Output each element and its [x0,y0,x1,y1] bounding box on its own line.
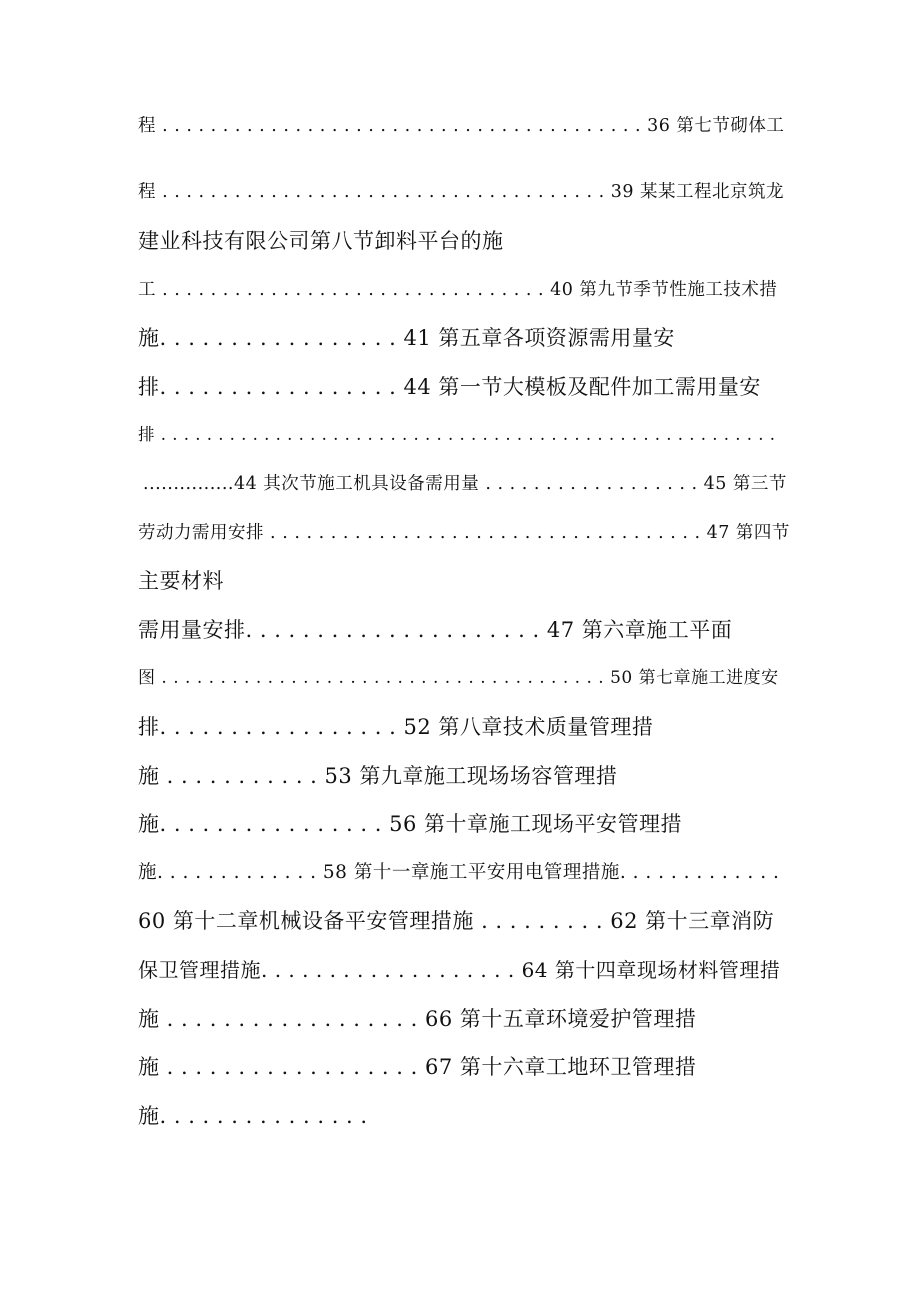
toc-line: 程 . . . . . . . . . . . . . . . . . . . . . . . . . . . . . . . . . . . . . . . . 36 第七节砌体工 [138,116,785,136]
toc-line: 图 . . . . . . . . . . . . . . . . . . . . . . . . . . . . . . . . . . . . . . 50 第七章施工进度安 [138,668,779,688]
toc-line: 需用量安排. . . . . . . . . . . . . . . . . . . . . 47 第六章施工平面 [138,618,733,642]
toc-line: 施 . . . . . . . . . . . . . . . . . . 66 第十五章环境爱护管理措 [138,1007,697,1031]
toc-line: 施. . . . . . . . . . . . . . . [138,1104,368,1128]
toc-line: 主要材料 [138,569,224,593]
toc-line: 施 . . . . . . . . . . . 53 第九章施工现场场容管理措 [138,764,618,788]
toc-line: 排. . . . . . . . . . . . . . . . . 52 第八章技术质量管理措 [138,715,654,739]
toc-line: 排 . . . . . . . . . . . . . . . . . . . . . . . . . . . . . . . . . . . . . . . . . . . . . . . . . . . . . . [138,425,776,444]
toc-line: ...............44 其次节施工机具设备需用量 . . . . . . . . . . . . . . . . . . 45 第三节 [143,474,787,494]
toc-line: 劳动力需用安排 . . . . . . . . . . . . . . . . . . . . . . . . . . . . . . . . . . . . 47 第四节 [138,523,790,543]
toc-line: 施. . . . . . . . . . . . . . . . 56 第十章施工现场平安管理措 [138,812,683,836]
toc-line: 施 . . . . . . . . . . . . . . . . . . 67 第十六章工地环卫管理措 [138,1055,697,1079]
toc-line: 排. . . . . . . . . . . . . . . . . 44 第一节大模板及配件加工需用量安 [138,375,761,399]
toc-line: 保卫管理措施. . . . . . . . . . . . . . . . . . . 64 第十四章现场材料管理措 [138,958,781,982]
toc-line: 建业科技有限公司第八节卸料平台的施 [138,229,504,253]
toc-line: 工 . . . . . . . . . . . . . . . . . . . . . . . . . . . . . . . . 40 第九节季节性施工技术措 [138,280,778,300]
toc-line: 施. . . . . . . . . . . . . . . . . 41 第五章各项资源需用量安 [138,326,675,350]
toc-line: 60 第十二章机械设备平安管理措施 . . . . . . . . . 62 第十三章消防 [138,909,775,933]
toc-line: 施. . . . . . . . . . . . . 58 第十一章施工平安用电管理措施. . . . . . . . . . . . . [138,862,780,883]
toc-line: 程 . . . . . . . . . . . . . . . . . . . . . . . . . . . . . . . . . . . . . 39 某某工程北京筑龙 [138,182,785,202]
